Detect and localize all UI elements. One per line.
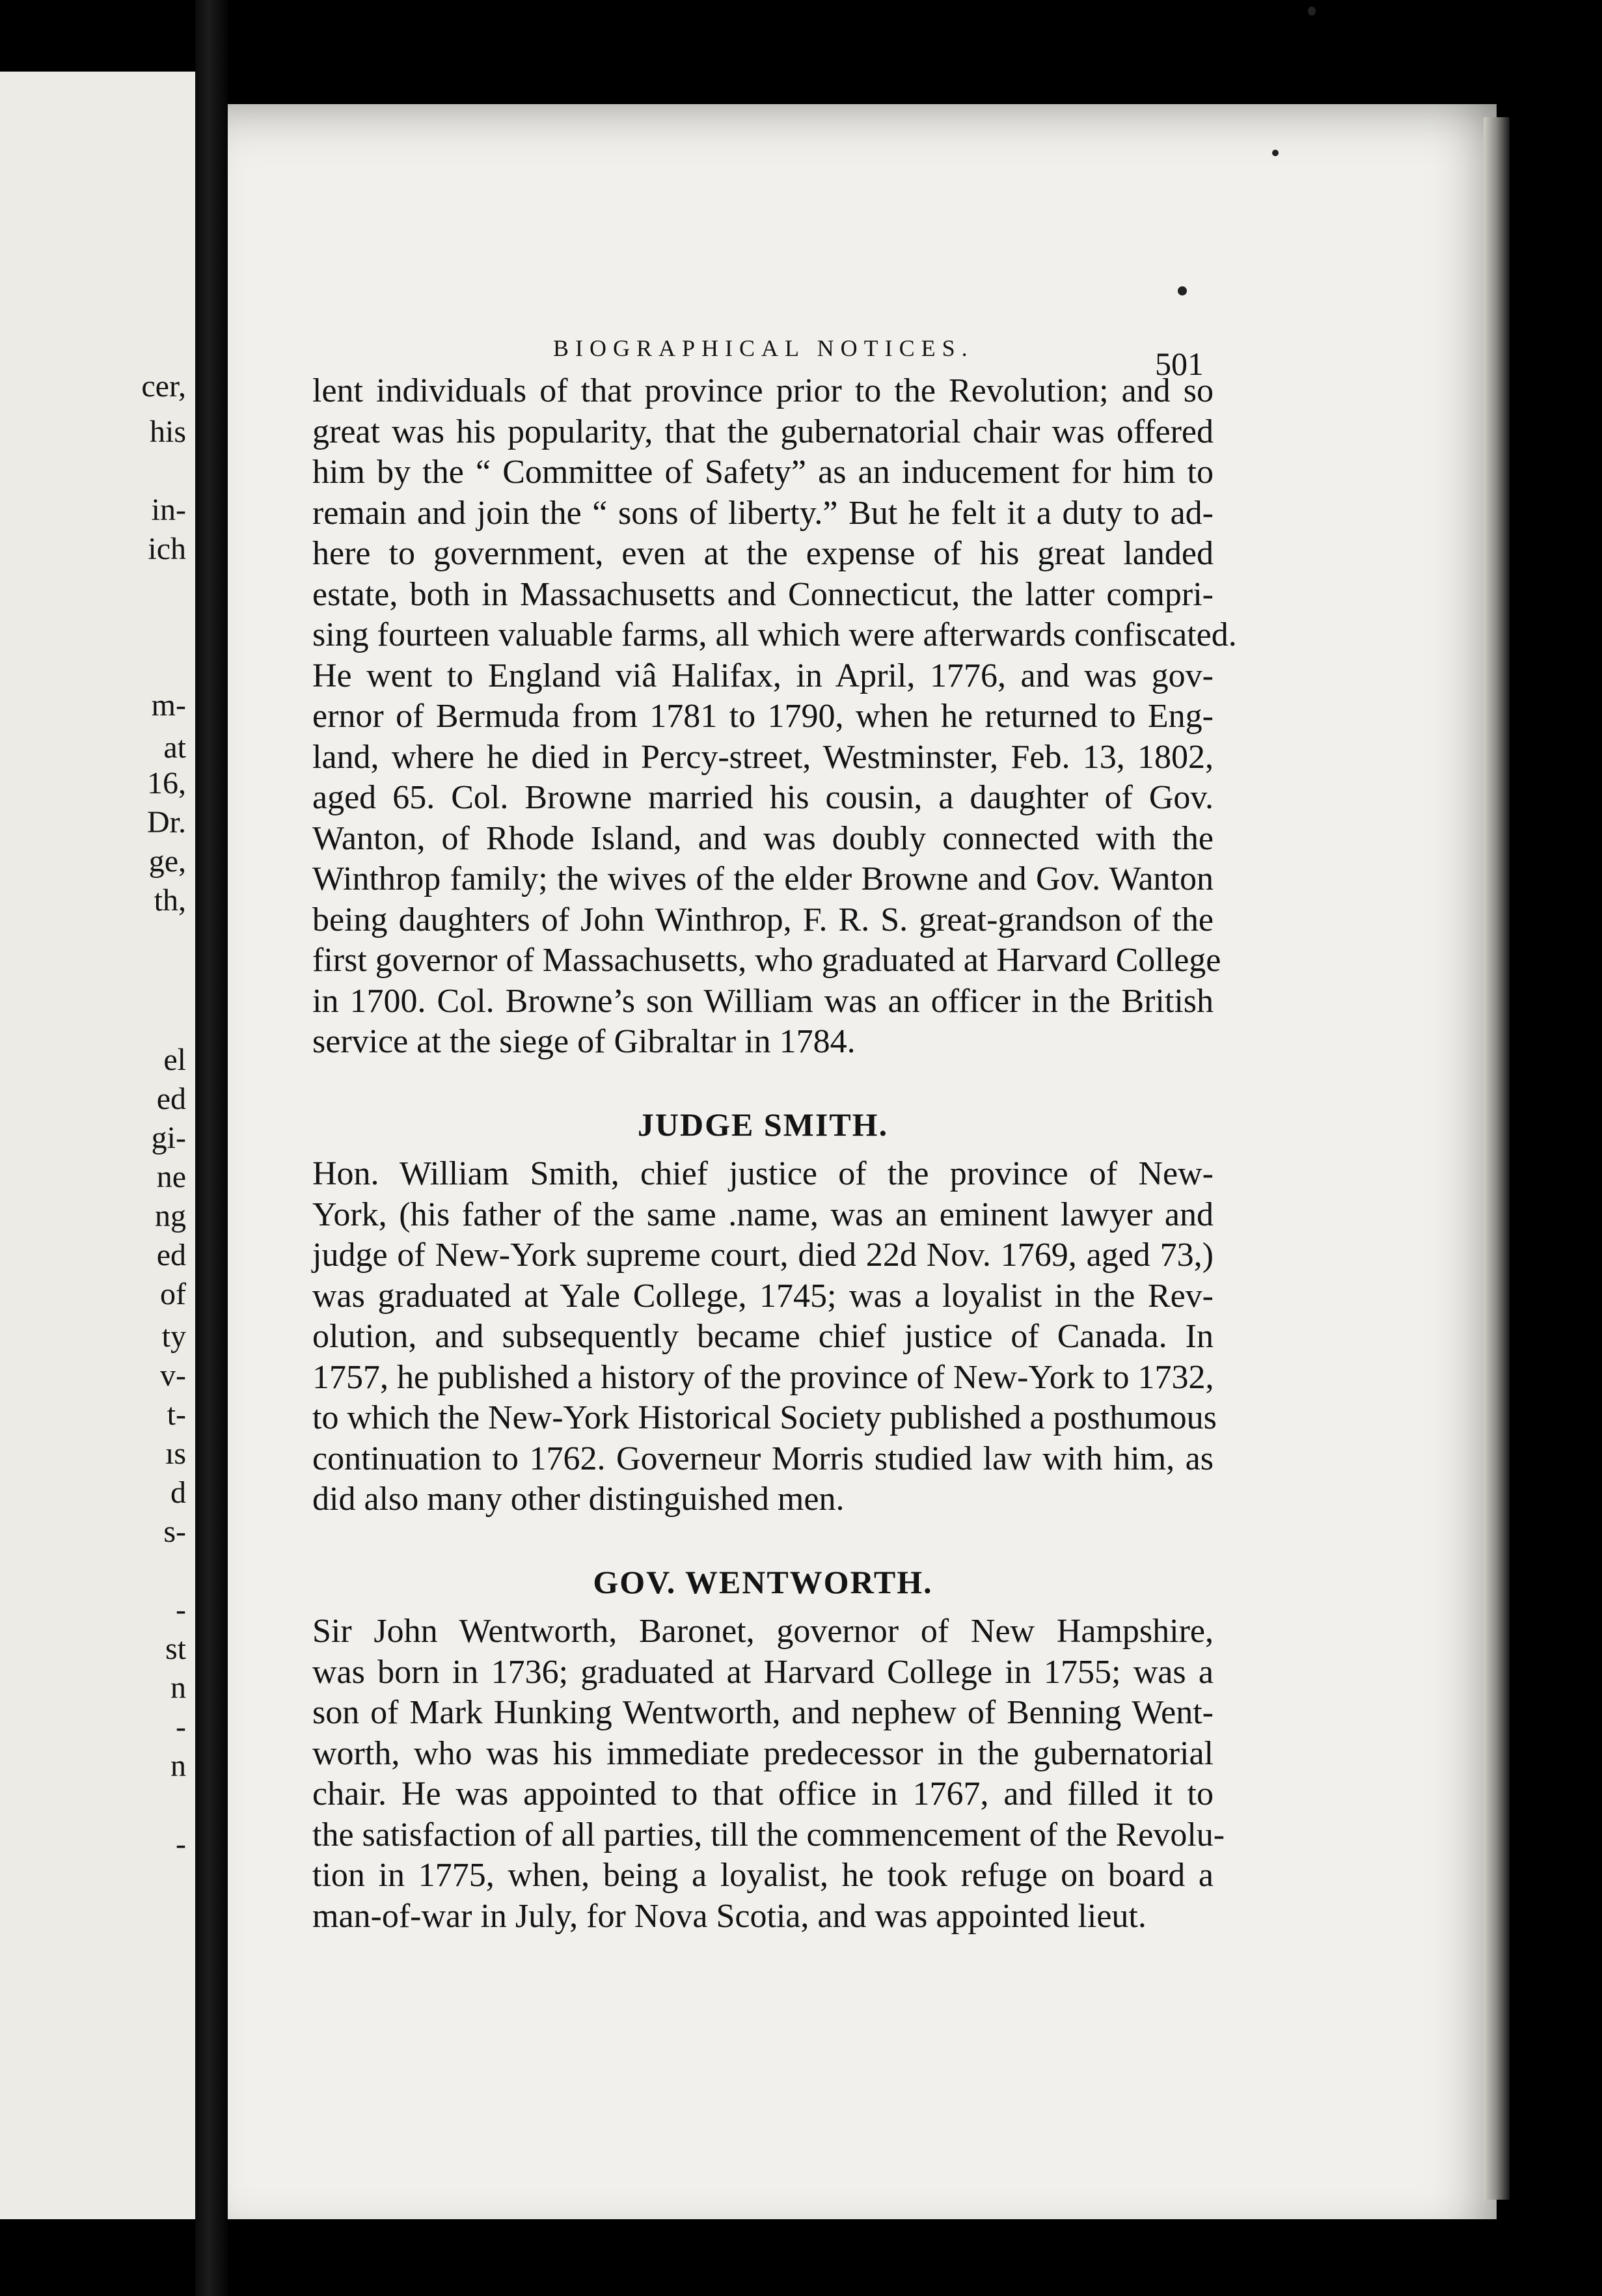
- text-line: in 1700. Col. Browne’s son William was an officer in the British: [312, 982, 1214, 1020]
- text-line: chair. He was appointed to that office in 1767, and filled it to: [312, 1775, 1214, 1812]
- text-line: was graduated at Yale College, 1745; was a loyalist in the Rev-: [312, 1277, 1214, 1315]
- text-line: to which the New-York Historical Society published a posthumous: [312, 1399, 1217, 1436]
- left-page-fragment: ıs: [165, 1436, 186, 1471]
- text-line: here to government, even at the expense of his great landed: [312, 535, 1214, 572]
- left-page-fragment: d: [170, 1475, 186, 1510]
- text-block: [312, 371, 1237, 1937]
- left-page-fragment: m-: [151, 688, 186, 722]
- left-page-fragment: -: [176, 1710, 186, 1744]
- left-page-fragment: st: [165, 1632, 186, 1666]
- left-facing-page: [0, 72, 195, 2219]
- text-line: 1757, he published a history of the province of New-York to 1732,: [312, 1358, 1214, 1396]
- page-edge-shadow: [1484, 117, 1510, 2200]
- left-page-fragment: -: [176, 1592, 186, 1627]
- left-page-fragment: ich: [148, 532, 186, 566]
- text-line: great was his popularity, that the gubernatorial chair was offered: [312, 413, 1214, 450]
- left-page-fragment: n: [170, 1749, 186, 1783]
- left-page-fragment: ne: [156, 1160, 186, 1194]
- heading-judge-smith: JUDGE SMITH.: [637, 1106, 889, 1143]
- paragraph-gov-wentworth: [312, 1611, 1225, 1937]
- text-line: aged 65. Col. Browne married his cousin, a daughter of Gov.: [312, 779, 1214, 816]
- text-line: lent individuals of that province prior to the Revolution; and so: [312, 372, 1214, 409]
- page-number: 501: [1155, 346, 1204, 382]
- text-line: Wanton, of Rhode Island, and was doubly connected with the: [312, 819, 1214, 857]
- left-page-fragment: at: [163, 730, 186, 765]
- text-line: was born in 1736; graduated at Harvard College in 1755; was a: [312, 1653, 1214, 1691]
- ink-speck: [1178, 286, 1187, 295]
- text-line: He went to England viâ Halifax, in April, 1776, and was gov-: [312, 657, 1214, 694]
- text-line: continuation to 1762. Governeur Morris studied law with him, as: [312, 1440, 1214, 1477]
- text-line: did also many other distinguished men.: [312, 1481, 845, 1518]
- left-page-fragment: th,: [154, 883, 186, 918]
- left-page-fragment: ge,: [148, 844, 186, 879]
- text-line: Sir John Wentworth, Baronet, governor of New Hampshire,: [312, 1613, 1214, 1650]
- text-line: worth, who was his immediate predecessor in the gubernatorial: [312, 1734, 1214, 1772]
- book-gutter: [195, 0, 228, 2296]
- text-line: being daughters of John Winthrop, F. R. S. great-grandson of the: [312, 901, 1214, 938]
- left-page-fragment: 16,: [147, 766, 186, 800]
- text-line: tion in 1775, when, being a loyalist, he took refuge on board a: [312, 1857, 1214, 1894]
- text-line: olution, and subsequently became chief justice of Canada. In: [312, 1318, 1214, 1355]
- paragraph-browne-continued: [312, 371, 1237, 1063]
- text-line: service at the siege of Gibraltar in 1784.: [312, 1023, 856, 1060]
- ink-speck: [1272, 150, 1279, 156]
- text-line: him by the “ Committee of Safety” as an inducement for him to: [312, 454, 1214, 491]
- text-line: ernor of Bermuda from 1781 to 1790, when he returned to Eng-: [312, 698, 1214, 735]
- ink-speck: [1308, 7, 1316, 16]
- text-line: remain and join the “ sons of liberty.” But he felt it a duty to ad-: [312, 494, 1214, 532]
- left-page-fragment: ed: [156, 1238, 186, 1272]
- running-head: BIOGRAPHICAL NOTICES.: [553, 335, 974, 361]
- left-page-fragment: el: [163, 1043, 186, 1077]
- text-line: Winthrop family; the wives of the elder Browne and Gov. Wanton: [312, 860, 1214, 897]
- paragraph-judge-smith: [312, 1154, 1217, 1520]
- left-page-fragment: in-: [151, 493, 186, 527]
- text-line: judge of New-York supreme court, died 22d Nov. 1769, aged 73,): [312, 1237, 1214, 1274]
- text-line: land, where he died in Percy-street, Westminster, Feb. 13, 1802,: [312, 738, 1214, 776]
- left-page-fragment: ng: [155, 1199, 186, 1233]
- text-line: Hon. William Smith, chief justice of the province of New-: [312, 1155, 1214, 1192]
- text-line: sing fourteen valuable farms, all which were afterwards confiscated.: [312, 616, 1237, 653]
- text-line: man-of-war in July, for Nova Scotia, and was appointed lieut.: [312, 1897, 1147, 1935]
- left-page-fragment: gi-: [151, 1121, 186, 1155]
- left-page-fragment: his: [149, 415, 186, 449]
- left-page-fragment: s-: [163, 1514, 186, 1549]
- left-page-fragment: Dr.: [147, 805, 186, 840]
- left-page-fragment: n: [170, 1671, 186, 1705]
- text-line: the satisfaction of all parties, till the commencement of the Revolu-: [312, 1816, 1225, 1853]
- left-page-fragment: -: [176, 1827, 186, 1861]
- left-page-fragment: cer,: [141, 369, 186, 403]
- left-page-fragment: ty: [161, 1319, 186, 1354]
- text-line: first governor of Massachusetts, who graduated at Harvard College: [312, 942, 1221, 979]
- text-line: estate, both in Massachusetts and Connecticut, the latter compri-: [312, 575, 1214, 613]
- text-line: son of Mark Hunking Wentworth, and nephew of Benning Went-: [312, 1694, 1214, 1731]
- left-page-fragment: v-: [160, 1358, 186, 1393]
- text-line: York, (his father of the same .name, was an eminent lawyer and: [312, 1196, 1214, 1233]
- left-page-fragment: of: [160, 1277, 186, 1311]
- left-page-fragment: t-: [167, 1397, 186, 1432]
- heading-gov-wentworth: GOV. WENTWORTH.: [593, 1563, 933, 1600]
- left-page-fragment: ed: [156, 1082, 186, 1116]
